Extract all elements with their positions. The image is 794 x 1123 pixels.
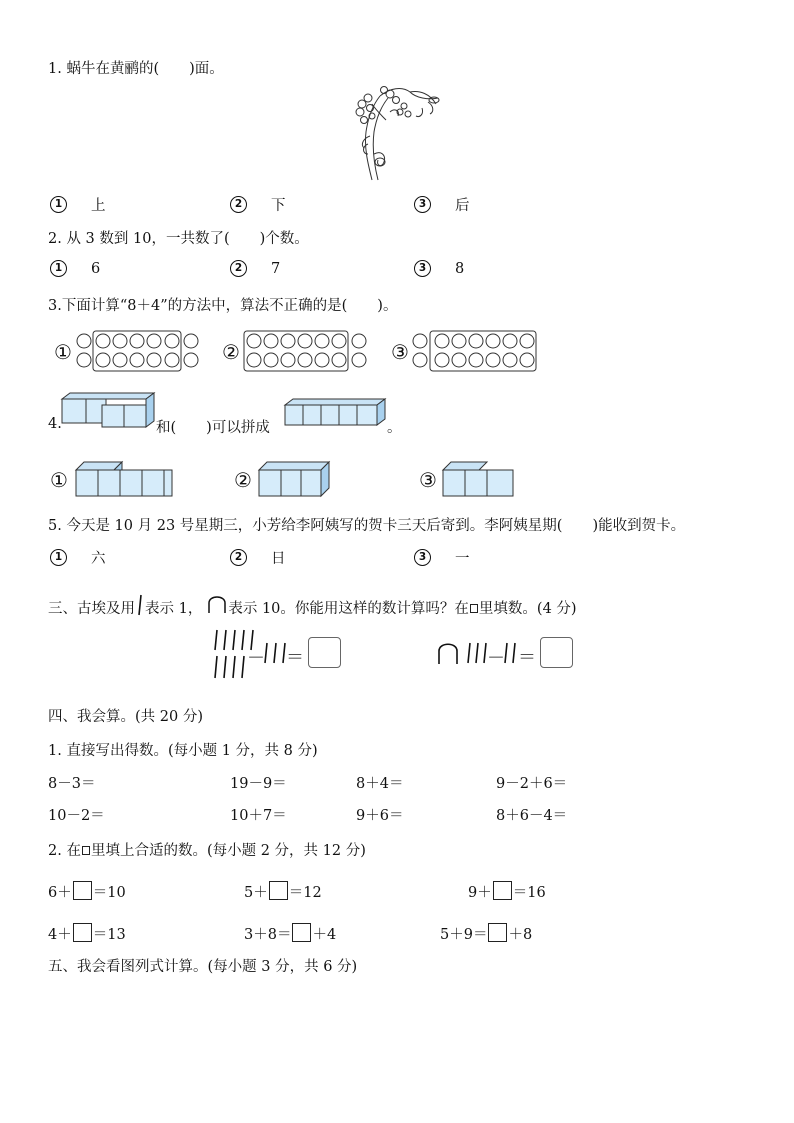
answer-box-icon <box>470 604 478 613</box>
q5-option-2[interactable] <box>230 547 286 568</box>
calc-item[interactable]: 8－3＝ <box>48 776 96 792</box>
option-label: 六 <box>91 551 106 567</box>
q1-text-end: )面。 <box>189 61 224 77</box>
option-label: 上 <box>91 198 106 214</box>
option-number-badge: 2 <box>230 196 247 213</box>
q1-option-3[interactable] <box>414 194 470 215</box>
q2-option-3[interactable] <box>414 260 464 277</box>
q1-option-2[interactable] <box>230 194 286 215</box>
q5-option-1[interactable] <box>50 547 106 568</box>
fill-right: ＝13 <box>92 927 126 943</box>
q4-option-1-mark[interactable]: ① <box>50 468 68 492</box>
q3-option-1-circles-diagram[interactable] <box>74 330 204 372</box>
option-number-badge: 1 <box>50 549 67 566</box>
option-label: 8 <box>455 260 465 277</box>
section4-part1-title: 1. 直接写出得数。(每小题 1 分，共 8 分) <box>48 743 318 759</box>
option-number-badge: 3 <box>414 196 431 213</box>
eq1-minus: － <box>247 648 265 669</box>
fill-right: ＝16 <box>512 885 546 901</box>
fill-answer-box[interactable] <box>73 881 92 900</box>
option-number-badge: 1 <box>50 260 67 277</box>
eq1-equals: ＝ <box>286 647 304 668</box>
fill-box-item[interactable] <box>244 881 322 902</box>
option-label: 日 <box>271 551 286 567</box>
eq2-answer-box[interactable] <box>540 637 573 668</box>
egyptian-ten-arch-icon <box>206 593 228 615</box>
q4-option-2-cubes[interactable] <box>257 460 337 498</box>
fill-left: 5＋9＝ <box>440 927 488 943</box>
q3-option-2-circles-diagram[interactable] <box>242 330 372 372</box>
option-label: 下 <box>271 198 286 214</box>
fill-answer-box[interactable] <box>292 923 311 942</box>
q4-option-1-cubes[interactable] <box>74 460 174 498</box>
option-label: 后 <box>455 198 470 214</box>
section3-prefix: 三、古埃及用 <box>48 601 135 617</box>
q3-option-1-mark[interactable]: ① <box>54 340 72 364</box>
fill-answer-box[interactable] <box>488 923 507 942</box>
fill-box-item[interactable] <box>468 881 546 902</box>
q1-option-1[interactable] <box>50 194 106 215</box>
fill-left: 3＋8＝ <box>244 927 292 943</box>
q4-mid-end-text: )可以拼成 <box>206 420 270 436</box>
fill-left: 6＋ <box>48 885 72 901</box>
option-label: 6 <box>91 260 101 277</box>
option-number-badge: 2 <box>230 260 247 277</box>
q1-text: 1. 蜗牛在黄鹂的( <box>48 61 160 77</box>
option-number-badge: 2 <box>230 549 247 566</box>
q3-option-2-mark[interactable]: ② <box>222 340 240 364</box>
fill-right: ＋4 <box>312 927 337 943</box>
fill-answer-box[interactable] <box>493 881 512 900</box>
q3-text: 3.下面计算“8＋4”的方法中，算法不正确的是( <box>48 298 348 314</box>
q3-option-3-circles-diagram[interactable] <box>410 330 540 372</box>
q4-end: 。 <box>387 420 402 436</box>
option-label: 一 <box>455 551 470 567</box>
fill-right: ＝12 <box>288 885 322 901</box>
answer-box-icon <box>82 846 90 855</box>
fill-answer-box[interactable] <box>269 881 288 900</box>
section3-mid1: 表示 1， <box>145 601 203 617</box>
eq2-minus: － <box>487 648 505 669</box>
q4-number: 4. <box>48 416 62 432</box>
fill-box-item[interactable] <box>440 923 532 944</box>
fill-left: 5＋ <box>244 885 268 901</box>
option-number-badge: 3 <box>414 549 431 566</box>
q1-stem <box>48 57 224 78</box>
calc-item[interactable]: 19－9＝ <box>230 776 287 792</box>
q4-option-2-mark[interactable]: ② <box>234 468 252 492</box>
q3-option-3-mark[interactable]: ③ <box>391 340 409 364</box>
section4-part2-title <box>48 839 366 860</box>
fill-left: 9＋ <box>468 885 492 901</box>
fill-box-item[interactable] <box>48 881 126 902</box>
option-number-badge: 1 <box>50 196 67 213</box>
option-label: 7 <box>271 260 281 277</box>
q4-stem <box>156 416 270 437</box>
vine-snail-bird-illustration <box>350 84 445 182</box>
calc-item[interactable]: 9－2＋6＝ <box>496 776 568 792</box>
section3-mid2: 表示 10。你能用这样的数计算吗？在 <box>228 601 469 617</box>
q2-text: 2. 从 3 数到 10，一共数了( <box>48 231 230 247</box>
q2-option-2[interactable] <box>230 260 280 277</box>
calc-item[interactable]: 9＋6＝ <box>356 808 404 824</box>
q2-text-end: )个数。 <box>259 231 309 247</box>
option-number-badge: 3 <box>414 260 431 277</box>
q5-text: 5. 今天是 10 月 23 号星期三，小芳给李阿姨写的贺卡三天后寄到。李阿姨星期( <box>48 518 563 534</box>
calc-item[interactable]: 8＋6－4＝ <box>496 808 568 824</box>
eq2-equals: ＝ <box>518 647 536 668</box>
egyptian-ten-arch-symbol <box>436 640 460 666</box>
q2-option-1[interactable] <box>50 260 100 277</box>
q5-option-3[interactable] <box>414 547 470 568</box>
q4-mid-text: 和( <box>156 420 177 436</box>
fill-answer-box[interactable] <box>73 923 92 942</box>
fill-left: 4＋ <box>48 927 72 943</box>
q2-stem <box>48 227 309 248</box>
fill-box-item[interactable] <box>244 923 336 944</box>
eq1-answer-box[interactable] <box>308 637 341 668</box>
q4-option-3-cubes[interactable] <box>441 460 521 498</box>
q3-text-end: )。 <box>377 298 398 314</box>
part2-title-a: 2. 在 <box>48 843 81 859</box>
q4-cube-figure-a <box>60 391 156 429</box>
section3-suffix: 里填数。(4 分) <box>478 601 577 617</box>
calc-item[interactable]: 8＋4＝ <box>356 776 404 792</box>
part2-title-b: 里填上合适的数。(每小题 2 分，共 12 分) <box>90 843 366 859</box>
calc-item[interactable]: 10－2＝ <box>48 808 105 824</box>
egyptian-one-stroke-icon <box>135 593 145 617</box>
fill-right: ＋8 <box>508 927 533 943</box>
fill-box-item[interactable] <box>48 923 126 944</box>
section4-title: 四、我会算。(共 20 分) <box>48 709 203 725</box>
q3-stem <box>48 294 397 315</box>
q5-text-end: )能收到贺卡。 <box>592 518 686 534</box>
q4-cube-figure-result <box>283 397 387 431</box>
section5-title: 五、我会看图列式计算。(每小题 3 分，共 6 分) <box>48 959 358 975</box>
q4-option-3-mark[interactable]: ③ <box>419 468 437 492</box>
section3-heading <box>48 593 577 618</box>
calc-item[interactable]: 10＋7＝ <box>230 808 287 824</box>
fill-right: ＝10 <box>92 885 126 901</box>
q5-stem <box>48 514 685 535</box>
